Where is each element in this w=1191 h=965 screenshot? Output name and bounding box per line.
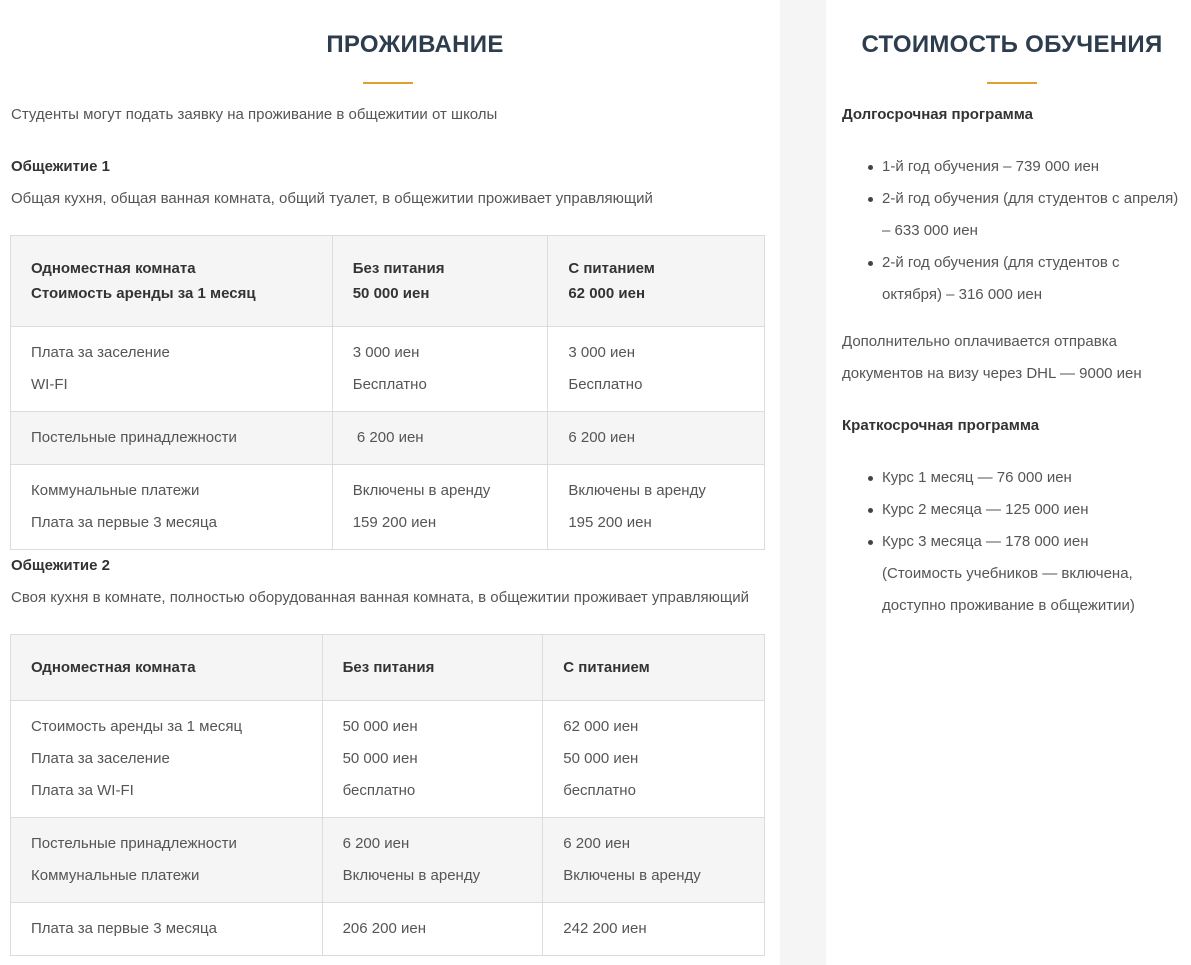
cell-line: Включены в аренду — [342, 867, 481, 884]
dorm1-header-with-meals-price: 62 000 иен — [568, 285, 646, 302]
cell-line: Постельные принадлежности — [31, 429, 237, 446]
list-item: Курс 3 месяца — 178 000 иен — [842, 526, 1191, 558]
dorm1-row2-with-meals — [548, 412, 765, 465]
cell-line: 6 200 иен — [352, 429, 424, 446]
table-row — [11, 818, 765, 903]
dorm2-row3-label: Плата за первые 3 месяца — [11, 903, 323, 956]
cell-line: Бесплатно — [568, 376, 643, 393]
column-gutter — [780, 0, 826, 965]
dorm2-row2-label — [11, 818, 323, 903]
list-item-continuation: (Стоимость учебников — включена, — [882, 565, 1133, 582]
tuition-section — [826, 0, 1191, 965]
list-item-continuation: октября) – 316 000 иен — [882, 286, 1043, 303]
cell-line: Включены в аренду — [568, 482, 706, 499]
cell-line: Включены в аренду — [563, 867, 701, 884]
dorm1-header-with-meals-label: С питанием — [568, 260, 655, 277]
dhl-note-line2: документов на визу через DHL — 9000 иен — [842, 365, 1142, 382]
dorm1-row1-no-meals — [332, 327, 548, 412]
dorm1-row2-no-meals — [332, 412, 548, 465]
tuition-title-rule — [987, 82, 1037, 84]
cell-line: 50 000 иен — [342, 750, 418, 767]
dorm2-row3-no-meals: 206 200 иен — [322, 903, 543, 956]
long-term-heading: Долгосрочная программа — [842, 106, 1034, 123]
cell-line: 50 000 иен — [342, 718, 418, 735]
list-item: 2-й год обучения (для студентов с апреля) — [842, 183, 1191, 215]
dorm2-header-with-meals: С питанием — [543, 635, 765, 701]
housing-intro: Студенты могут подать заявку на проживание в общежитии от школы — [11, 106, 498, 123]
list-item-continuation: – 633 000 иен — [882, 222, 978, 239]
tuition-title: СТОИМОСТЬ ОБУЧЕНИЯ — [861, 31, 1163, 58]
cell-line: 50 000 иен — [563, 750, 639, 767]
table-row — [11, 327, 765, 412]
dorm1-header-room — [11, 236, 333, 327]
dorm2-description: Своя кухня в комнате, полностью оборудованная ванная комната, в общежитии проживает управляющий — [11, 589, 750, 606]
dorm2-header-no-meals: Без питания — [322, 635, 543, 701]
long-term-list — [842, 151, 1191, 311]
cell-line: 195 200 иен — [568, 514, 652, 531]
dorm2-row3-with-meals: 242 200 иен — [543, 903, 765, 956]
dorm1-header-row — [11, 236, 765, 327]
housing-title: ПРОЖИВАНИЕ — [326, 31, 504, 58]
dorm2-header-row — [11, 635, 765, 701]
cell-line: Включены в аренду — [352, 482, 491, 499]
cell-line: Плата за WI-FI — [31, 782, 134, 799]
table-row — [11, 465, 765, 550]
list-item: 1-й год обучения – 739 000 иен — [842, 151, 1191, 183]
cell-line: 6 200 иен — [563, 835, 630, 852]
short-term-heading: Краткосрочная программа — [842, 417, 1040, 434]
dorm2-row1-with-meals — [543, 701, 765, 818]
dhl-note-line1: Дополнительно оплачивается отправка — [842, 333, 1117, 350]
dorm1-header-with-meals — [548, 236, 765, 327]
cell-line: 159 200 иен — [352, 514, 437, 531]
dorm1-heading: Общежитие 1 — [11, 158, 111, 175]
cell-line: Бесплатно — [352, 376, 427, 393]
cell-line: Коммунальные платежи — [31, 482, 200, 499]
dorm1-row2-label — [11, 412, 333, 465]
table-row — [11, 903, 765, 956]
table-row — [11, 701, 765, 818]
dorm1-header-no-meals — [332, 236, 548, 327]
list-item: Курс 1 месяц — 76 000 иен — [842, 462, 1191, 494]
dorm1-row1-with-meals — [548, 327, 765, 412]
cell-line: 6 200 иен — [568, 429, 636, 446]
dorm2-heading: Общежитие 2 — [11, 557, 111, 574]
cell-line: 62 000 иен — [563, 718, 639, 735]
dorm2-row1-label — [11, 701, 323, 818]
cell-line: WI-FI — [31, 376, 68, 393]
dorm1-row3-label — [11, 465, 333, 550]
cell-line: Плата за заселение — [31, 344, 170, 361]
dorm2-table — [10, 634, 765, 956]
dorm1-row1-label — [11, 327, 333, 412]
cell-line: бесплатно — [342, 782, 416, 799]
dorm1-row3-no-meals — [332, 465, 548, 550]
cell-line: Стоимость аренды за 1 месяц — [31, 718, 243, 735]
dorm1-header-no-meals-price: 50 000 иен — [352, 285, 430, 302]
cell-line: бесплатно — [563, 782, 636, 799]
cell-line: 3 000 иен — [568, 344, 636, 361]
list-item-continuation: доступно проживание в общежитии) — [882, 597, 1135, 614]
housing-title-rule — [363, 82, 413, 84]
cell-line: Коммунальные платежи — [31, 867, 200, 884]
dorm1-description: Общая кухня, общая ванная комната, общий туалет, в общежитии проживает управляющий — [11, 190, 653, 207]
cell-line: Плата за первые 3 месяца — [31, 514, 217, 531]
dorm2-row2-no-meals — [322, 818, 543, 903]
dorm1-header-no-meals-label: Без питания — [352, 260, 445, 277]
dorm1-header-room-type: Одноместная комната — [31, 260, 196, 277]
cell-line: 6 200 иен — [342, 835, 410, 852]
short-term-list — [842, 462, 1191, 622]
dorm1-table — [10, 235, 765, 550]
list-item: Курс 2 месяца — 125 000 иен — [842, 494, 1191, 526]
cell-line: Постельные принадлежности — [31, 835, 237, 852]
dorm1-header-rent-label: Стоимость аренды за 1 месяц — [31, 285, 256, 302]
list-item: 2-й год обучения (для студентов с — [842, 247, 1191, 279]
table-row — [11, 412, 765, 465]
cell-line: 3 000 иен — [352, 344, 420, 361]
dorm1-row3-with-meals — [548, 465, 765, 550]
dorm2-row1-no-meals — [322, 701, 543, 818]
cell-line: Плата за заселение — [31, 750, 170, 767]
dorm2-row2-with-meals — [543, 818, 765, 903]
dorm2-header-room: Одноместная комната — [11, 635, 323, 701]
